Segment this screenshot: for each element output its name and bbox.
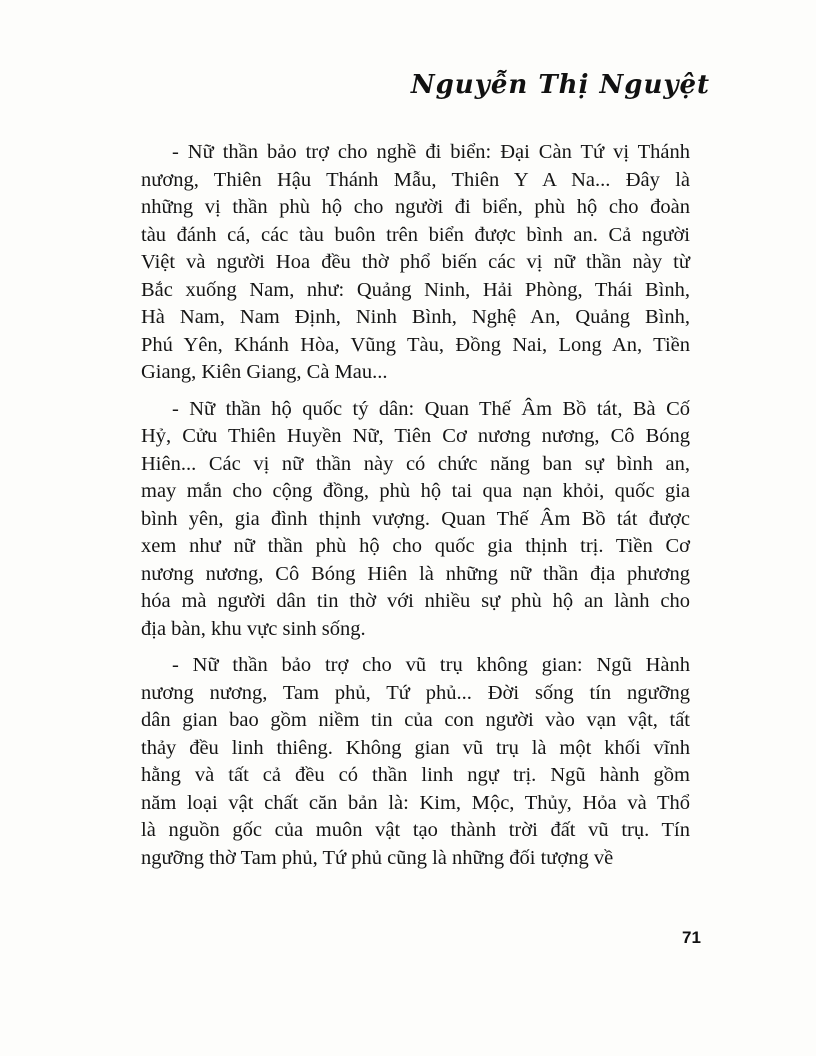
text-line: nương nương, Tam phủ, Tứ phủ... Đời sống tín ngưỡng (141, 681, 690, 704)
text-line: - Nữ thần bảo trợ cho vũ trụ không gian: Ngũ Hành (172, 654, 690, 676)
text-line: dân gian bao gồm niềm tin của con người vào vạn vật, tất (141, 709, 690, 731)
text-line: Hà Nam, Nam Định, Ninh Bình, Nghệ An, Quảng Bình, (141, 306, 690, 328)
body-paragraph (141, 652, 690, 872)
body-paragraph (141, 139, 690, 387)
text-line: Hiên... Các vị nữ thần này có chức năng ban sự bình an, (141, 452, 690, 475)
text-line: hóa mà người dân tin thờ với nhiều sự phù hộ an lành cho (141, 590, 690, 612)
text-line: hằng và tất cả đều có thần linh ngự trị. Ngũ hành gồm (141, 764, 690, 786)
text-line: nương, Thiên Hậu Thánh Mẫu, Thiên Y A Na... Đây là (141, 168, 690, 191)
text-line: tàu đánh cá, các tàu buôn trên biển được bình an. Cả người (141, 223, 690, 246)
text-line: Việt và người Hoa đều thờ phổ biến các vị nữ thần này từ (141, 251, 690, 273)
text-line: năm loại vật chất căn bản là: Kim, Mộc, Thủy, Hỏa và Thổ (141, 791, 690, 814)
text-line: Bắc xuống Nam, như: Quảng Ninh, Hải Phòng, Thái Bình, (141, 278, 690, 301)
text-line: bình yên, gia đình thịnh vượng. Quan Thế Âm Bồ tát được (141, 507, 690, 530)
text-line: là nguồn gốc của muôn vật tạo thành trời đất vũ trụ. Tín (141, 819, 690, 841)
body-text-block (141, 139, 690, 872)
text-line: nương nương, Cô Bóng Hiên là những nữ thần địa phương (141, 562, 690, 585)
text-line: thảy đều linh thiêng. Không gian vũ trụ là một khối vĩnh (141, 736, 690, 759)
text-line: - Nữ thần hộ quốc tý dân: Quan Thế Âm Bồ tát, Bà Cố (172, 397, 690, 420)
text-line: ngưỡng thờ Tam phủ, Tứ phủ cũng là những đối tượng về (141, 846, 614, 869)
text-line: may mắn cho cộng đồng, phù hộ tai qua nạn khỏi, quốc gia (141, 480, 690, 502)
text-line: Phú Yên, Khánh Hòa, Vũng Tàu, Đồng Nai, Long An, Tiền (141, 333, 690, 356)
page-number: 71 (682, 928, 701, 947)
text-line: - Nữ thần bảo trợ cho nghề đi biển: Đại Càn Tứ vị Thánh (172, 141, 690, 163)
text-line: địa bàn, khu vực sinh sống. (141, 617, 366, 640)
text-line: Hỷ, Cửu Thiên Huyền Nữ, Tiên Cơ nương nương, Cô Bóng (141, 425, 690, 447)
text-line: những vị thần phù hộ cho người đi biển, phù hộ cho đoàn (141, 196, 690, 218)
text-line: xem như nữ thần phù hộ cho quốc gia thịnh trị. Tiền Cơ (141, 535, 690, 557)
text-line: Giang, Kiên Giang, Cà Mau... (141, 361, 388, 383)
body-paragraph (141, 396, 690, 644)
running-header-author: Nguyễn Thị Nguyệt (410, 70, 710, 100)
